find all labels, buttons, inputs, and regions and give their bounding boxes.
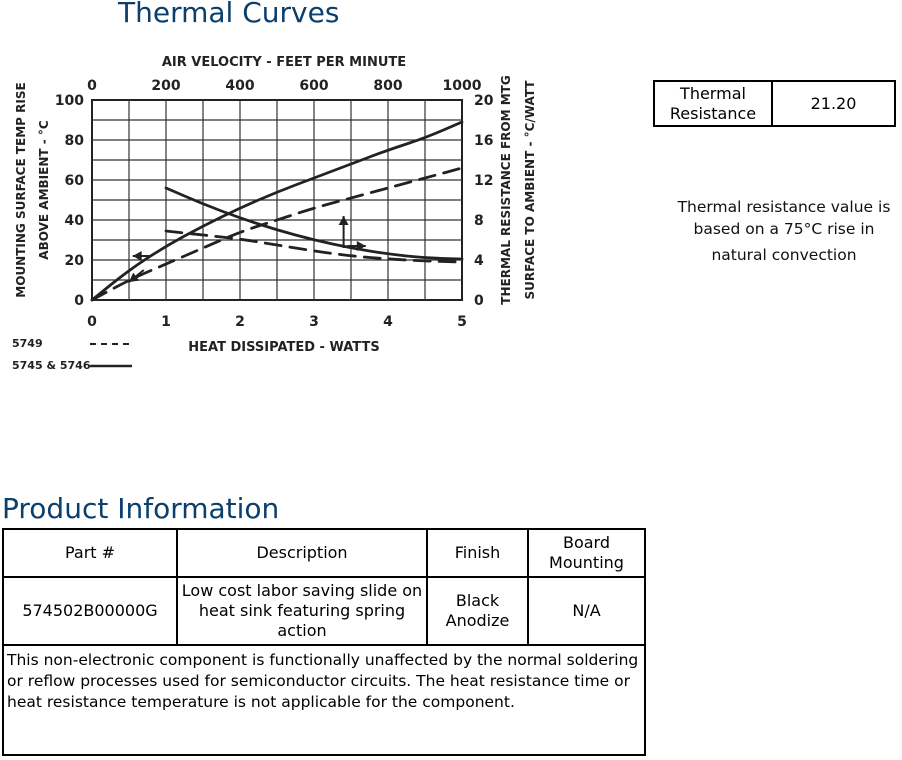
bottom-axis-label: HEAT DISSIPATED - WATTS — [188, 340, 380, 355]
cell-description: Low cost labor saving slide on heat sink featuring spring action — [177, 577, 427, 645]
left-tick-label: 80 — [64, 133, 84, 149]
component-note: This non-electronic component is functionally unaffected by the normal soldering or reflow processes used for semiconductor circuits. The heat resistance time or heat resistance temperature is not applicable for the component. — [3, 645, 645, 755]
chart-ticks — [55, 78, 494, 330]
right-tick-label: 12 — [474, 173, 494, 189]
chart-grid — [92, 100, 462, 300]
right-tick-label: 0 — [474, 293, 484, 309]
cell-board-mounting: N/A — [528, 577, 645, 645]
right-tick-label: 8 — [474, 213, 484, 229]
thermal-curves-chart — [8, 44, 548, 380]
thermal-resistance-value: 21.20 — [772, 81, 895, 126]
left-tick-label: 40 — [64, 213, 84, 229]
top-tick-label: 0 — [87, 78, 97, 94]
header-finish: Finish — [427, 529, 528, 577]
left-axis-label-1: MOUNTING SURFACE TEMP RISE — [14, 82, 28, 298]
bottom-tick-label: 4 — [383, 314, 393, 330]
right-tick-label: 4 — [474, 253, 484, 269]
left-axis-label-2: ABOVE AMBIENT - °C — [37, 120, 51, 260]
left-tick-label: 0 — [74, 293, 84, 309]
legend — [12, 337, 132, 372]
note-line-2: based on a 75°C rise in — [693, 220, 875, 238]
header-description: Description — [177, 529, 427, 577]
right-tick-label: 20 — [474, 93, 494, 109]
bottom-tick-label: 2 — [235, 314, 245, 330]
note-line-3: natural convection — [711, 246, 857, 264]
bottom-tick-label: 0 — [87, 314, 97, 330]
legend-label-5749: 5749 — [12, 337, 43, 350]
cell-part-number: 574502B00000G — [3, 577, 177, 645]
top-tick-label: 600 — [299, 78, 329, 94]
right-axis-label-1: THERMAL RESISTANCE FROM MTG — [499, 75, 513, 305]
top-tick-label: 1000 — [442, 78, 482, 94]
left-tick-label: 60 — [64, 173, 84, 189]
bottom-tick-label: 5 — [457, 314, 467, 330]
header-part-number: Part # — [3, 529, 177, 577]
right-axis-label-2: SURFACE TO AMBIENT - °C/WATT — [523, 80, 537, 300]
left-tick-label: 20 — [64, 253, 84, 269]
thermal-resistance-label: Thermal Resistance — [654, 81, 772, 126]
thermal-resistance-table — [653, 80, 896, 127]
product-information-title: Product Information — [2, 492, 280, 525]
top-tick-label: 400 — [225, 78, 255, 94]
thermal-curves-title: Thermal Curves — [118, 0, 340, 29]
cell-finish: Black Anodize — [427, 577, 528, 645]
bottom-tick-label: 3 — [309, 314, 319, 330]
product-information-table — [2, 528, 646, 756]
legend-label-5745-5746: 5745 & 5746 — [12, 359, 91, 372]
bottom-tick-label: 1 — [161, 314, 171, 330]
note-line-1: Thermal resistance value is — [677, 198, 891, 216]
right-tick-label: 16 — [474, 133, 494, 149]
top-axis-label: AIR VELOCITY - FEET PER MINUTE — [161, 55, 407, 70]
top-tick-label: 800 — [373, 78, 403, 94]
header-board-mounting: Board Mounting — [528, 529, 645, 577]
thermal-resistance-note — [660, 196, 902, 266]
top-tick-label: 200 — [151, 78, 181, 94]
left-tick-label: 100 — [54, 93, 84, 109]
